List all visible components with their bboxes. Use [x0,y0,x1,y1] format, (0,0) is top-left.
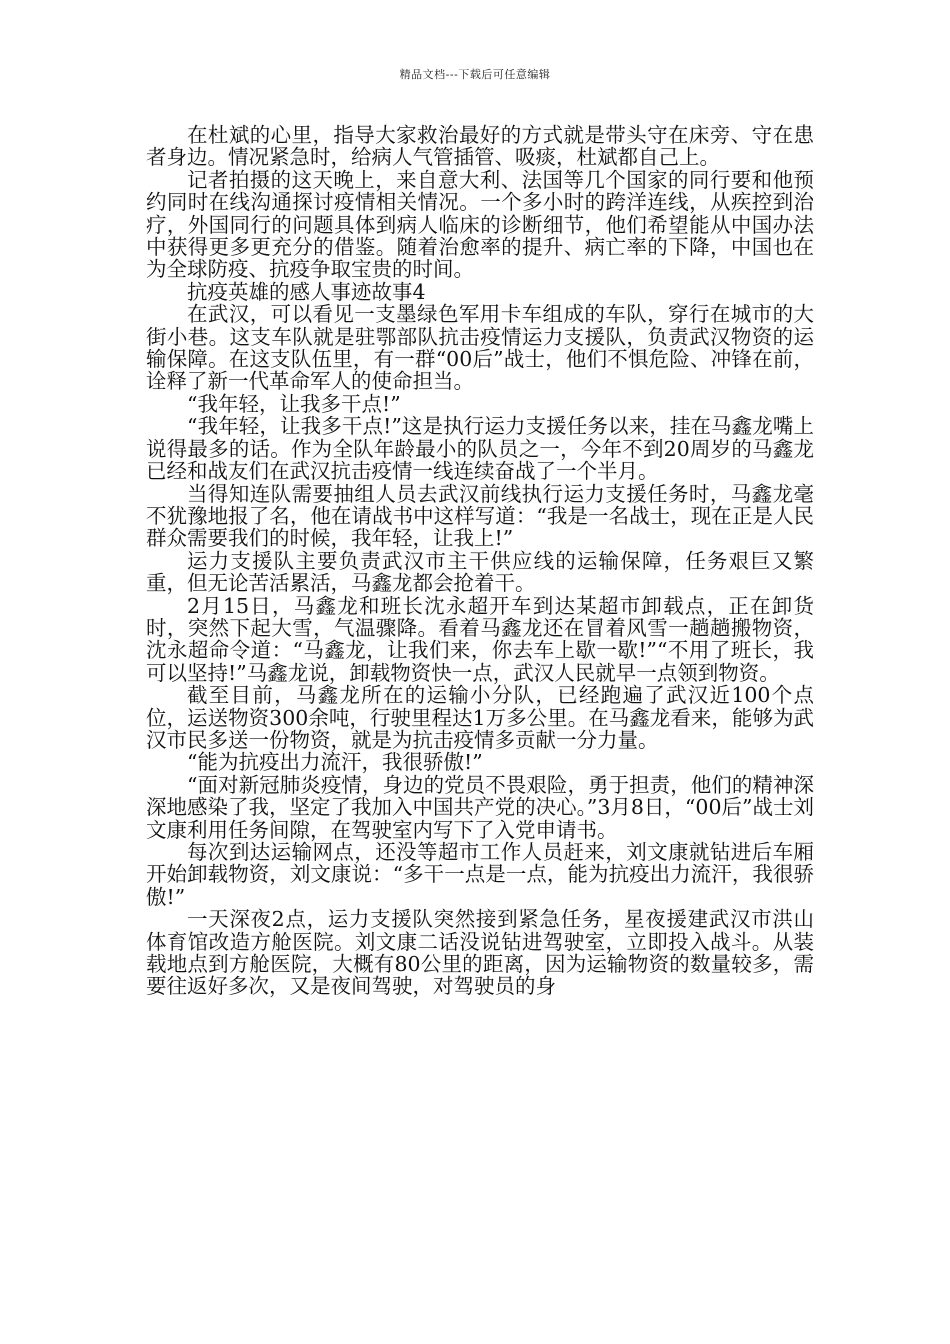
paragraph: 一天深夜2点，运力支援队突然接到紧急任务，星夜援建武汉市洪山体育馆改造方舱医院。刘文康二话没说钻进驾驶室，立即投入战斗。从装载地点到方舱医院，大概有80公里的距离，因为运输物资的数量较多，需要往返好多次，又是夜间驾驶，对驾驶员的身 [146,907,814,999]
subheading-quote: “能为抗疫出力流汗，我很骄傲!” [187,750,483,775]
paragraph: 运力支援队主要负责武汉市主干供应线的运输保障，任务艰巨又繁重，但无论苦活累活，马鑫龙都会抢着干。 [146,548,814,596]
paragraph: 在武汉，可以看见一支墨绿色军用卡车组成的车队，穿行在城市的大街小巷。这支车队就是驻鄂部队抗击疫情运力支援队，负责武汉物资的运输保障。在这支队伍里，有一群“00后”战士，他们不惧危险、冲锋在前，诠释了新一代革命军人的使命担当。 [146,302,814,394]
paragraph: 每次到达运输网点，还没等超市工作人员赶来，刘文康就钻进后车厢开始卸载物资，刘文康说：“多干一点是一点，能为抗疫出力流汗，我很骄傲!” [146,840,814,909]
paragraph: 2月15日，马鑫龙和班长沈永超开车到达某超市卸载点，正在卸货时，突然下起大雪，气温骤降。看着马鑫龙还在冒着风雪一趟趟搬物资，沈永超命令道：“马鑫龙，让我们来，你去车上歇一歇!”“不用了班长，我可以坚持!”马鑫龙说，卸载物资快一点，武汉人民就早一点领到物资。 [146,593,814,685]
paragraph: “面对新冠肺炎疫情，身边的党员不畏艰险，勇于担责，他们的精神深深地感染了我，坚定了我加入中国共产党的决心。”3月8日，“00后”战士刘文康利用任务间隙，在驾驶室内写下了入党申请书。 [146,772,814,842]
paragraph: “我年轻，让我多干点!”这是执行运力支援任务以来，挂在马鑫龙嘴上说得最多的话。作为全队年龄最小的队员之一，今年不到20周岁的马鑫龙已经和战友们在武汉抗击疫情一线连续奋战了一个半月。 [146,414,814,484]
page-header: 精品文档---下载后可任意编辑 [399,68,551,81]
section-heading: 抗疫英雄的感人事迹故事4 [187,279,426,304]
document-body [146,124,814,998]
paragraph: 记者拍摄的这天晚上，来自意大利、法国等几个国家的同行要和他预约同时在线沟通探讨疫情相关情况。一个多小时的跨洋连线，从疾控到治疗，外国同行的问题具体到病人临床的诊断细节，他们希望能从中国办法中获得更多更充分的借鉴。随着治愈率的提升、病亡率的下降，中国也在为全球防疫、抗疫争取宝贵的时间。 [146,167,814,282]
paragraph: 当得知连队需要抽组人员去武汉前线执行运力支援任务时，马鑫龙毫不犹豫地报了名，他在请战书中这样写道：“我是一名战士，现在正是人民群众需要我们的时候，我年轻，让我上!” [146,481,814,551]
paragraph: 截至目前，马鑫龙所在的运输小分队，已经跑遍了武汉近100个点位，运送物资300余吨，行驶里程达1万多公里。在马鑫龙看来，能够为武汉市民多送一份物资，就是为抗击疫情多贡献一分力量。 [146,683,814,752]
paragraph: 在杜斌的心里，指导大家救治最好的方式就是带头守在床旁、守在患者身边。情况紧急时，给病人气管插管、吸痰，杜斌都自己上。 [146,123,814,170]
subheading-quote: “我年轻，让我多干点!” [187,391,401,416]
